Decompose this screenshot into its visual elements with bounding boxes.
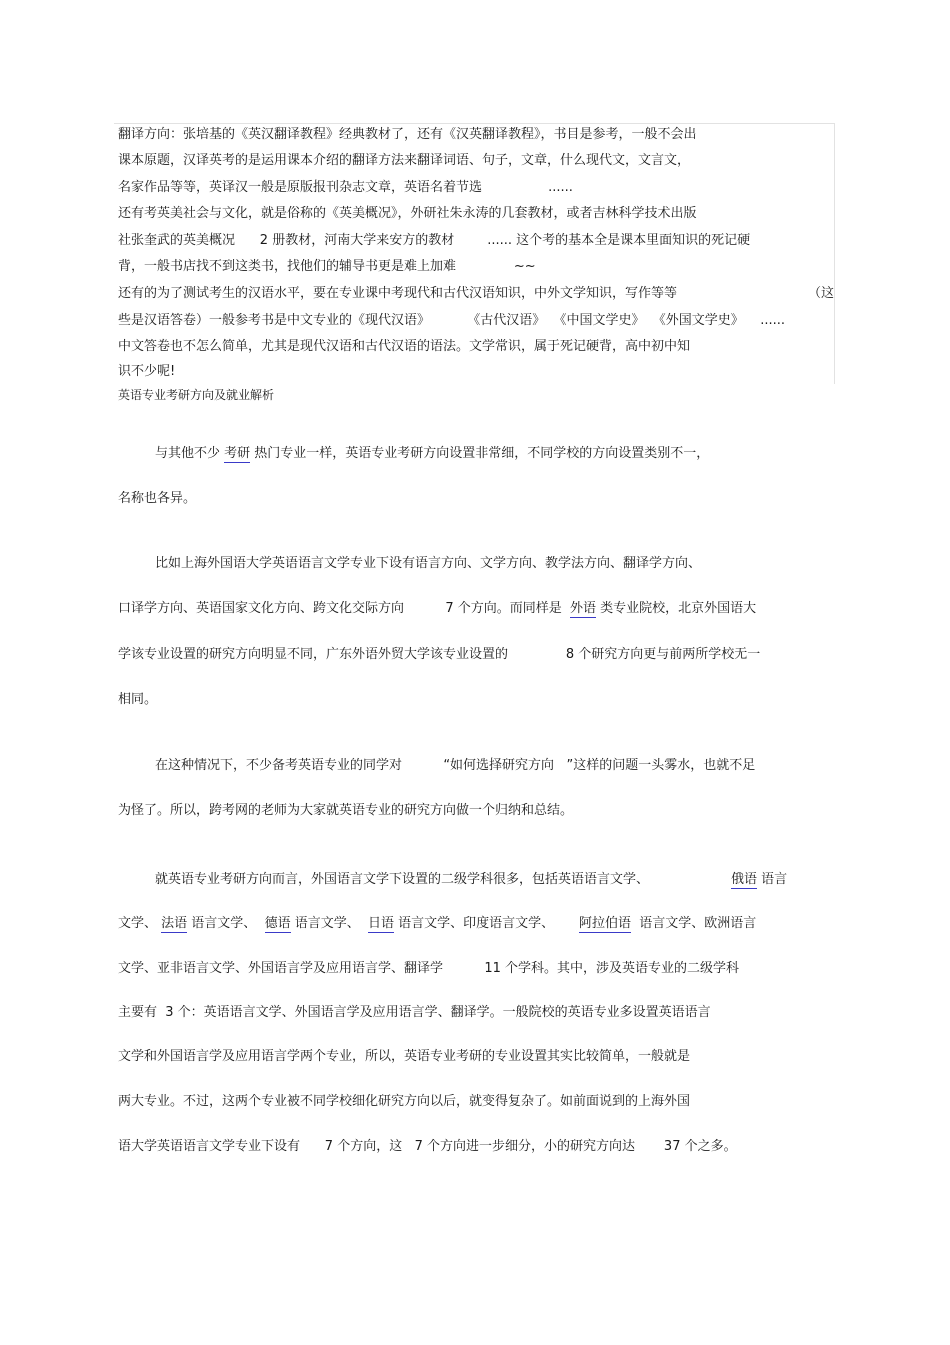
para4-line-6: 两大专业。不过，这两个专业被不同学校细化研究方向以后，就变得复杂了。如前面说到的上海外国 xyxy=(118,1094,691,1109)
link-kaoyan[interactable]: 考研 xyxy=(224,446,251,461)
para4-line-2: 文学、 法语 语言文学、 德语 语言文学、 日语 语言文学、印度语言文学、 阿拉伯语 语言文学、欧洲语言 xyxy=(118,916,757,931)
top-line-5: 社张奎武的英美概况 2 册教材，河南大学来安方的教材 ...... 这个考的基本全是课本里面知识的死记硬 xyxy=(118,233,751,248)
para2-line-1: 比如上海外国语大学英语语言文学专业下设有语言方向、文学方向、教学法方向、翻译学方向、 xyxy=(155,556,702,571)
para1-line-1: 与其他不少 考研 热门专业一样，英语专业考研方向设置非常细，不同学校的方向设置类别不一， xyxy=(155,446,710,461)
section-title: 英语专业考研方向及就业解析 xyxy=(118,388,275,402)
link-eyu[interactable]: 俄语 xyxy=(731,872,758,887)
para3-line-1: 在这种情况下，不少备考英语专业的同学对 “如何选择研究方向 ”这样的问题一头雾水，也就不足 xyxy=(155,758,756,773)
top-line-3: 名家作品等等，英译汉一般是原版报刊杂志文章，英语名着节选 ...... xyxy=(118,180,573,195)
para4-line-7: 语大学英语语言文学专业下设有 7 个方向，这 7 个方向进一步细分，小的研究方向达 37 个之多。 xyxy=(118,1139,737,1154)
top-line-8: 些是汉语答卷）一般参考书是中文专业的《现代汉语》 《古代汉语》 《中国文学史》 《外国文学史》 ...... xyxy=(118,313,786,328)
para4-line-5: 文学和外国语言学及应用语言学两个专业，所以，英语专业考研的专业设置其实比较简单，一般就是 xyxy=(118,1049,691,1064)
top-line-2: 课本原题，汉译英考的是运用课本介绍的翻译方法来翻译词语、句子，文章，什么现代文，文言文， xyxy=(118,153,691,168)
link-deyu[interactable]: 德语 xyxy=(264,916,291,931)
top-line-4: 还有考英美社会与文化，就是俗称的《英美概况》，外研社朱永涛的几套教材，或者吉林科学技术出版 xyxy=(118,206,697,221)
top-line-1: 翻译方向：张培基的《英汉翻译教程》经典教材了，还有《汉英翻译教程》，书目是参考，一般不会出 xyxy=(118,127,697,142)
para3-line-2: 为怪了。所以，跨考网的老师为大家就英语专业的研究方向做一个归纳和总结。 xyxy=(118,803,574,818)
para1-line-2: 名称也各异。 xyxy=(118,491,197,506)
para2-line-2: 口译学方向、英语国家文化方向、跨文化交际方向 7 个方向。而同样是 外语 类专业院校，北京外国语大 xyxy=(118,601,757,616)
link-waiyu[interactable]: 外语 xyxy=(570,601,597,616)
para4-line-3: 文学、亚非语言文学、外国语言学及应用语言学、翻译学 11 个学科。其中，涉及英语专业的二级学科 xyxy=(118,961,739,976)
link-alaboyu[interactable]: 阿拉伯语 xyxy=(578,916,631,931)
top-paren-open: （这 xyxy=(808,286,835,301)
para2-line-4: 相同。 xyxy=(118,692,158,707)
top-line-7: 还有的为了测试考生的汉语水平，要在专业课中考现代和古代汉语知识，中外文学知识，写作等等 xyxy=(118,286,678,301)
para2-line-3: 学该专业设置的研究方向明显不同，广东外语外贸大学该专业设置的 8 个研究方向更与前两所学校无一 xyxy=(118,647,761,662)
link-fayu[interactable]: 法语 xyxy=(161,916,188,931)
link-riyu[interactable]: 日语 xyxy=(367,916,394,931)
top-line-10: 识不少呢! xyxy=(118,364,176,379)
para4-line-1: 就英语专业考研方向而言，外国语言文学下设置的二级学科很多，包括英语语言文学、 俄语 语言 xyxy=(155,872,788,887)
top-line-6: 背，一般书店找不到这类书，找他们的辅导书更是难上加难 ~~ xyxy=(118,259,536,274)
para4-line-4: 主要有 3 个：英语语言文学、外国语言学及应用语言学、翻译学。一般院校的英语专业多设置英语语言 xyxy=(118,1005,711,1020)
top-line-9: 中文答卷也不怎么简单，尤其是现代汉语和古代汉语的语法。文学常识，属于死记硬背，高中初中知 xyxy=(118,339,691,354)
